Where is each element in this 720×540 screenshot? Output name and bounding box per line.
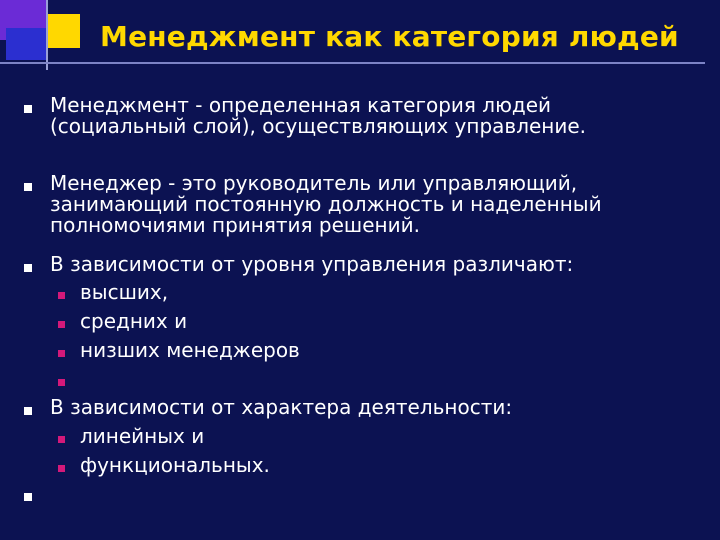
decor-yellow-square <box>46 14 80 48</box>
bullet-text: полномочиями принятия решений. <box>50 213 420 237</box>
sub-bullet-square-icon <box>58 350 65 357</box>
sub-bullet-square-icon <box>58 321 65 328</box>
bullet-text: занимающий постоянную должность и наделенный <box>50 192 602 216</box>
bullet-square-icon <box>24 264 32 272</box>
sub-bullet-text: функциональных. <box>80 453 270 477</box>
bullet-square-icon <box>24 407 32 415</box>
bullet-text: (социальный слой), осуществляющих управление. <box>50 114 587 138</box>
title-underline <box>0 62 705 64</box>
sub-bullet-square-icon <box>58 436 65 443</box>
sub-bullet-square-icon <box>58 292 65 299</box>
bullet-square-icon <box>24 493 32 501</box>
slide-title: Менеджмент как категория людей <box>100 20 679 53</box>
sub-bullet-text: высших, <box>80 280 169 304</box>
bullet-text: Менеджер - это руководитель или управляющий, <box>50 171 578 195</box>
bullet-text: Менеджмент - определенная категория людей <box>50 93 552 117</box>
sub-bullet-text: средних и <box>80 309 188 333</box>
decor-blue-square <box>6 28 48 60</box>
bullet-square-icon <box>24 183 32 191</box>
bullet-text: В зависимости от уровня управления различают: <box>50 252 574 276</box>
bullet-square-icon <box>24 105 32 113</box>
sub-bullet-text: линейных и <box>80 424 205 448</box>
bullet-text: В зависимости от характера деятельности: <box>50 395 513 419</box>
sub-bullet-square-icon <box>58 465 65 472</box>
decor-vertical-line <box>46 0 48 70</box>
sub-bullet-text: низших менеджеров <box>80 338 300 362</box>
sub-bullet-square-icon <box>58 379 65 386</box>
